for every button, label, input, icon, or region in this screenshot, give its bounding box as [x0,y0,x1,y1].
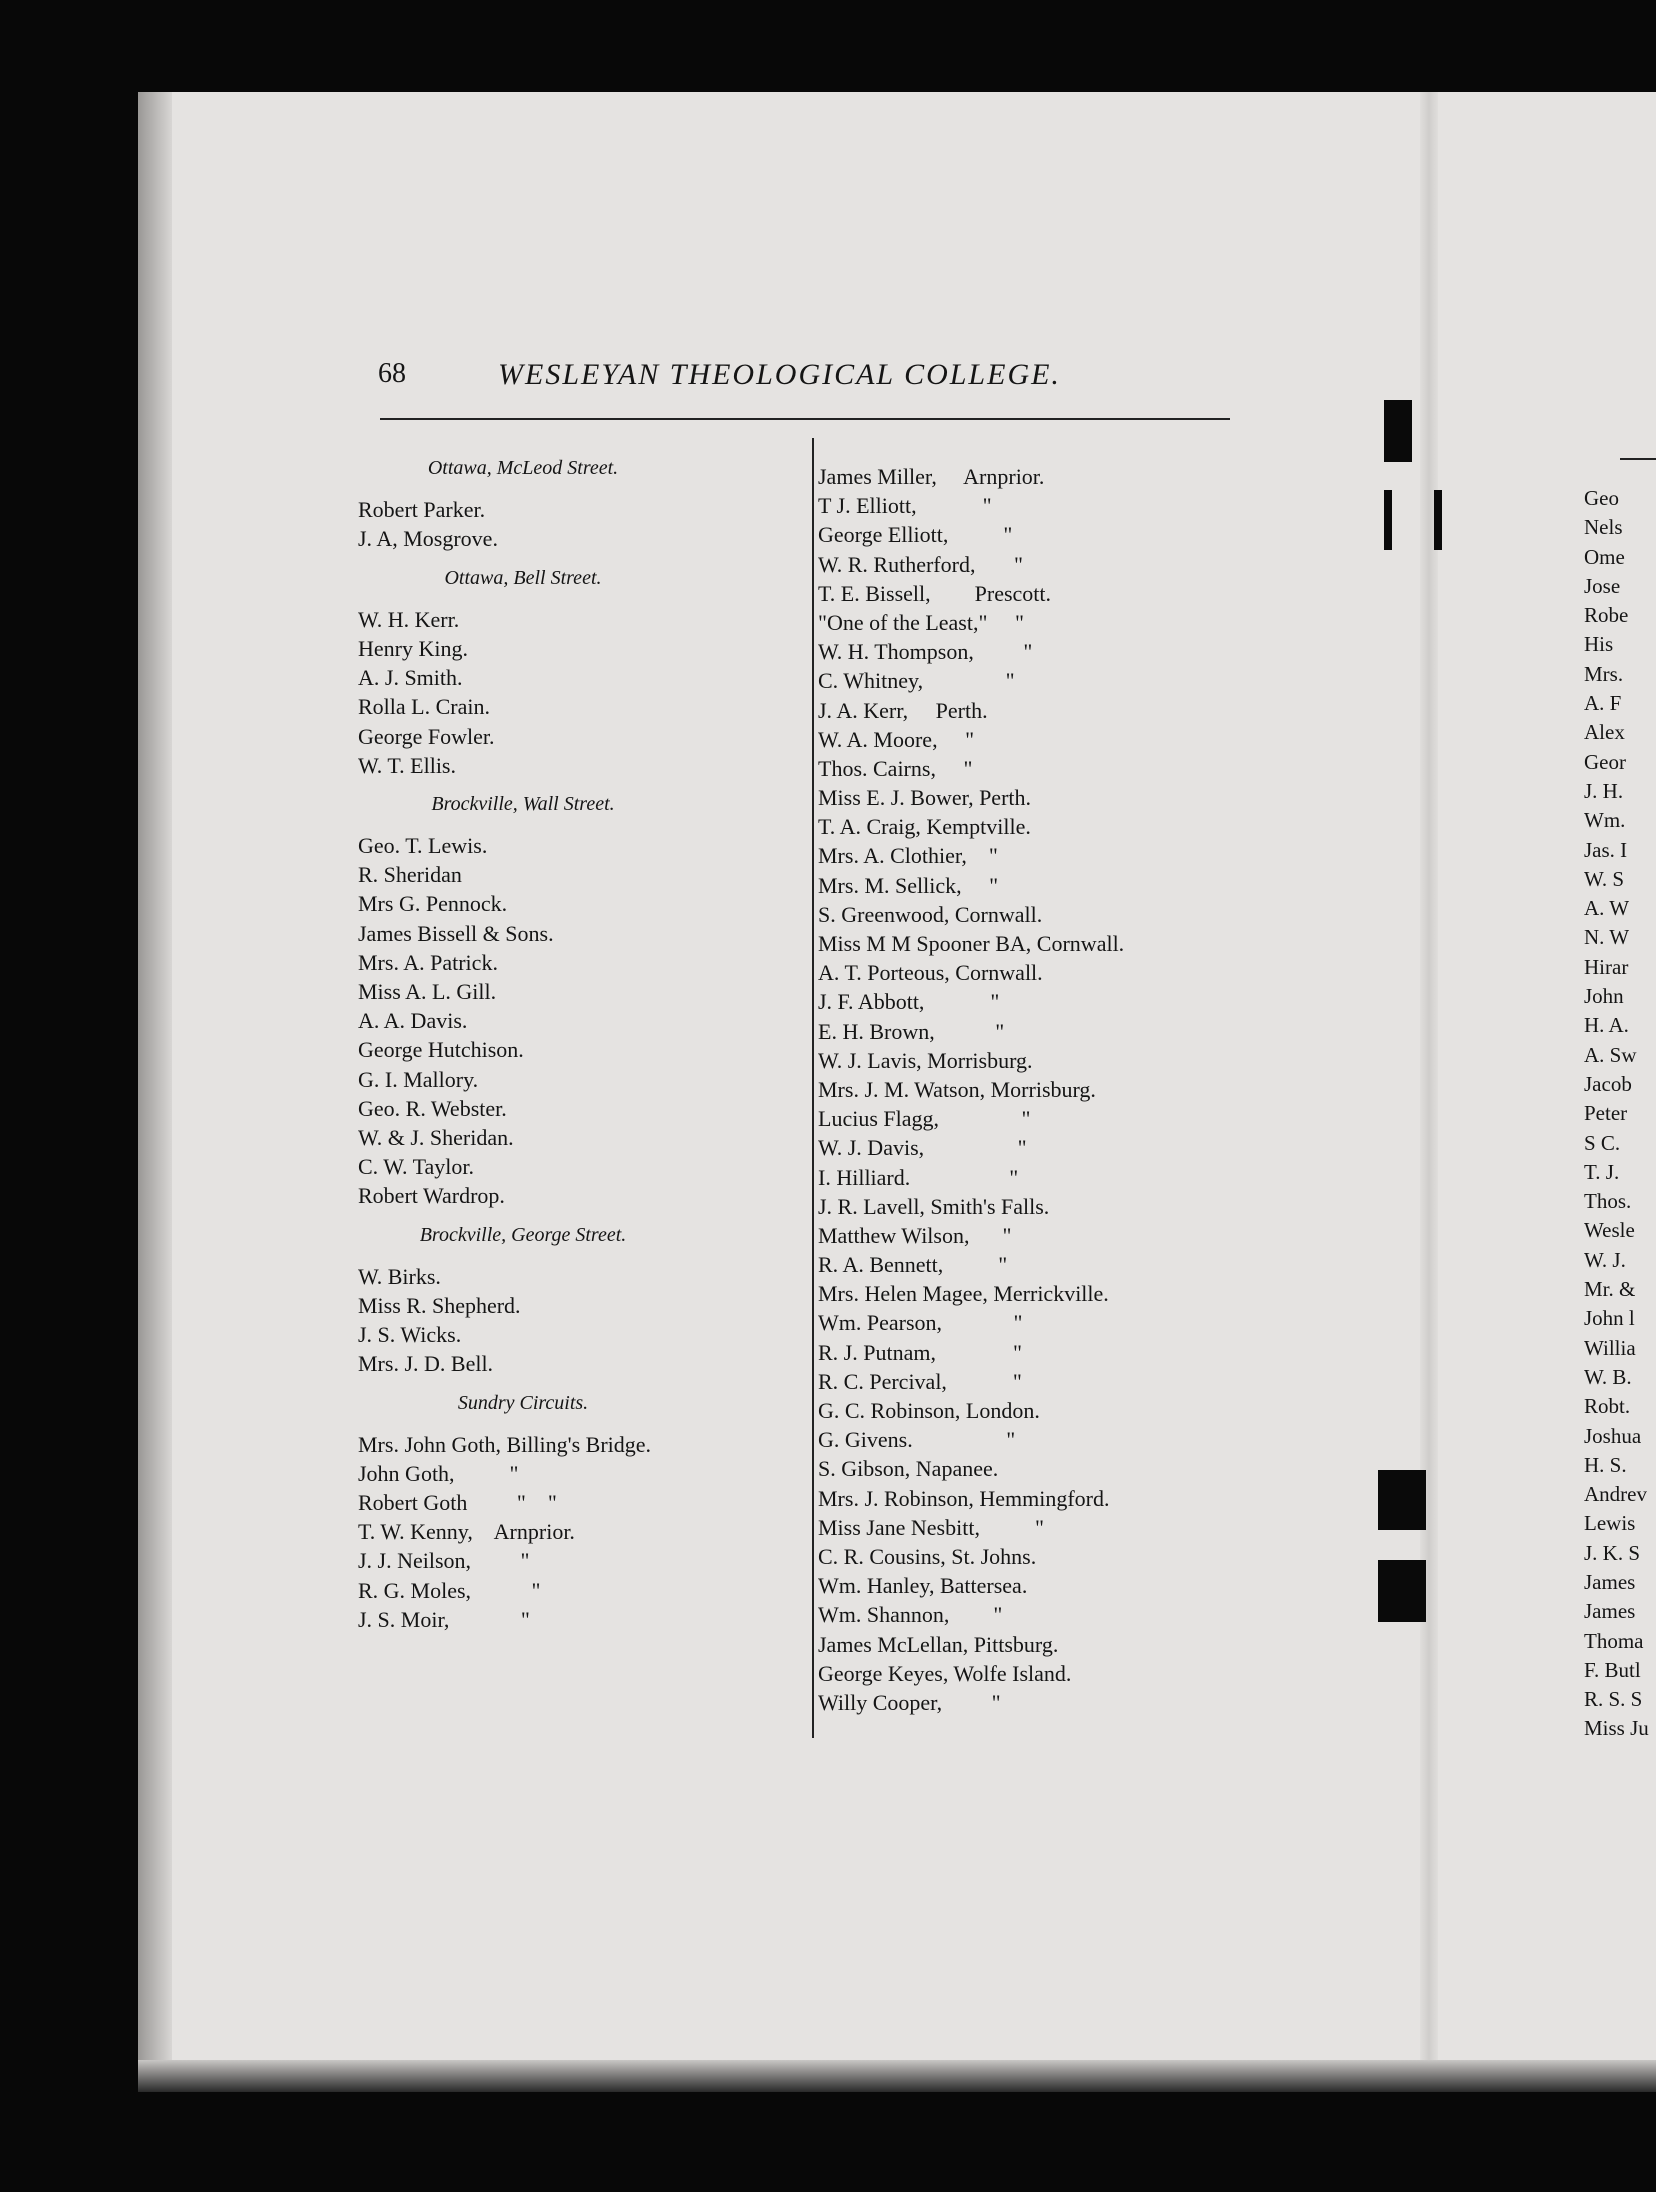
subscriber-entry: Robert Parker. [358,497,486,523]
subscriber-entry-fragment: Willia [1584,1335,1636,1360]
subscriber-entry: R. Sheridan [358,862,462,888]
subscriber-entry: I. Hilliard. " [818,1164,1019,1190]
subscriber-entry: Wm. Pearson, " [818,1310,1023,1336]
subscriber-entry-fragment: Jas. I [1584,837,1628,862]
subscriber-entry-fragment: James [1584,1599,1636,1624]
subscriber-entry: John Goth, " [358,1460,519,1486]
subscriber-entry: Geo. R. Webster. [358,1095,507,1121]
subscriber-entry: Henry King. [358,635,468,661]
subscriber-entry: Lucius Flagg, " [818,1106,1031,1132]
subscriber-entry: Willy Cooper, " [818,1689,1001,1715]
subscriber-entry: T. W. Kenny, Arnprior. [358,1519,575,1545]
subscriber-entry: J. R. Lavell, Smith's Falls. [818,1193,1050,1219]
subscriber-entry-fragment: James [1584,1569,1636,1594]
binding-hole [1384,490,1392,550]
binding-hole [1378,1470,1426,1530]
subscriber-entry: J. A, Mosgrove. [358,526,498,552]
subscriber-entry: W. & J. Sheridan. [358,1124,514,1150]
subscriber-entry: W. H. Kerr. [358,606,460,632]
subscriber-entry-fragment: Thos. [1584,1189,1632,1214]
subscriber-entry: "One of the Least," " [818,609,1024,635]
subscriber-entry: J. S. Wicks. [358,1322,462,1348]
binding-hole [1384,400,1412,462]
subscriber-entry: James Bissell & Sons. [358,920,554,946]
subscriber-entry: W. J. Davis, " [818,1135,1027,1161]
subscriber-entry: Mrs. M. Sellick, " [818,872,999,898]
subscriber-entry-fragment: A. F [1584,691,1622,716]
subscriber-entry: W. H. Thompson, " [818,639,1033,665]
subscriber-entry: Mrs. J. D. Bell. [358,1351,494,1377]
subscriber-entry-fragment: Miss Ju [1584,1716,1649,1741]
subscriber-entry: J. A. Kerr, Perth. [818,697,988,723]
subscriber-entry-fragment: Joshua [1584,1423,1642,1448]
subscriber-entry-fragment: S C. [1584,1130,1621,1155]
middle-column [818,462,1124,1717]
subscriber-entry: T. A. Craig, Kemptville. [818,814,1031,840]
subscriber-entry-fragment: T. J. [1584,1159,1620,1184]
running-title: WESLEYAN THEOLOGICAL COLLEGE. [498,358,1061,391]
subscriber-entry: Miss E. J. Bower, Perth. [818,785,1032,811]
subscriber-entry: J. S. Moir, " [358,1606,530,1632]
subscriber-entry-fragment: Ome [1584,544,1625,569]
subscriber-entry: C. R. Cousins, St. Johns. [818,1543,1037,1569]
section-heading: Brockville, George Street. [419,1223,627,1246]
subscriber-entry: T J. Elliott, " [818,493,992,519]
subscriber-entry: George Elliott, " [818,522,1013,548]
binding-hole [1434,490,1442,550]
page-number: 68 [378,358,406,389]
binding-hole [1378,1560,1426,1622]
subscriber-entry: Matthew Wilson, " [818,1222,1012,1248]
section-heading: Ottawa, McLeod Street. [427,457,619,479]
page-bottom-edge [138,2060,1656,2092]
header-rule [380,418,1230,420]
subscriber-entry: A. A. Davis. [358,1008,468,1034]
subscriber-entry-fragment: Hirar [1584,954,1629,979]
subscriber-entry: Miss A. L. Gill. [358,979,497,1005]
subscriber-entry-fragment: R. S. S [1584,1687,1643,1712]
page-gutter [1420,92,1438,2092]
subscriber-entry-fragment: Geor [1584,749,1626,774]
subscriber-entry: George Hutchison. [358,1037,524,1063]
subscriber-entry-fragment: N. W [1584,925,1630,950]
subscriber-entry-fragment: Wm. [1584,808,1626,833]
subscriber-entry: S. Greenwood, Cornwall. [818,901,1043,927]
subscriber-entry: G. Givens. " [818,1427,1016,1453]
section-heading: Sundry Circuits. [457,1391,589,1414]
subscriber-entry: W. J. Lavis, Morrisburg. [818,1047,1033,1073]
subscriber-entry: Robert Wardrop. [358,1183,505,1209]
subscriber-entry: R. C. Percival, " [818,1368,1022,1394]
subscriber-entry-fragment: W. B. [1584,1364,1632,1389]
subscriber-entry: J. J. Neilson, " [358,1548,530,1574]
subscriber-entry-fragment: Andrev [1584,1482,1647,1507]
subscriber-entry: Mrs. Helen Magee, Merrickville. [818,1281,1109,1307]
subscriber-entry: R. A. Bennett, " [818,1252,1008,1278]
subscriber-entry: James McLellan, Pittsburg. [818,1631,1059,1657]
subscriber-entry: Wm. Hanley, Battersea. [818,1573,1028,1599]
section-heading: Brockville, Wall Street. [431,792,615,815]
next-page-rule [1620,458,1656,460]
subscriber-entry: S. Gibson, Napanee. [818,1456,999,1482]
subscriber-entry-fragment: Robe [1584,603,1629,628]
subscriber-entry: E. H. Brown, " [818,1018,1005,1044]
subscriber-entry-fragment: Robt. [1584,1394,1631,1419]
subscriber-entry: C. W. Taylor. [358,1154,475,1180]
subscriber-entry: Mrs G. Pennock. [358,891,508,917]
section-heading: Ottawa, Bell Street. [444,566,602,589]
subscriber-entry-fragment: John [1584,984,1624,1009]
subscriber-entry-fragment: Jose [1584,573,1621,598]
subscriber-entry: G. I. Mallory. [358,1066,479,1092]
subscriber-entry-fragment: Mr. & [1584,1277,1636,1302]
subscriber-entry: Mrs. John Goth, Billing's Bridge. [358,1431,652,1457]
subscriber-entry-fragment: Mrs. [1584,661,1624,686]
subscriber-entry: W. Birks. [358,1263,441,1289]
subscriber-entry: R. J. Putnam, " [818,1339,1022,1365]
subscriber-entry-fragment: J. H. [1584,778,1624,803]
subscriber-entry: George Fowler. [358,723,495,749]
subscriber-entry-fragment: Wesle [1584,1218,1635,1243]
page-binding-shadow [138,92,172,2092]
subscriber-entry: Miss Jane Nesbitt, " [818,1514,1044,1540]
column-divider [812,438,814,1738]
subscriber-entry-fragment: Lewis [1584,1511,1636,1536]
subscriber-entry: A. J. Smith. [358,665,463,691]
subscriber-entry: G. C. Robinson, London. [818,1398,1040,1423]
subscriber-entry-fragment: H. A. [1584,1013,1629,1038]
subscriber-entry-fragment: Jacob [1584,1071,1632,1096]
subscriber-entry: Wm. Shannon, " [818,1602,1003,1628]
subscriber-entry-fragment: J. K. S [1584,1540,1641,1565]
subscriber-entry-fragment: Thoma [1584,1628,1644,1653]
subscriber-entry: Mrs. A. Clothier, " [818,843,998,869]
subscriber-entry: James Miller, Arnprior. [818,464,1045,489]
subscriber-entry-fragment: W. S [1584,866,1625,891]
subscriber-entry: Robert Goth " " [358,1490,557,1516]
subscriber-entry: Rolla L. Crain. [358,694,490,720]
subscriber-entry: W. A. Moore, " [818,726,975,752]
subscriber-entry: George Keyes, Wolfe Island. [818,1660,1072,1686]
next-page-column-fragment [1584,484,1649,1744]
subscriber-entry: Miss R. Shepherd. [358,1292,521,1318]
subscriber-entry-fragment: A. Sw [1584,1042,1637,1067]
subscriber-entry-fragment: John l [1584,1306,1635,1331]
left-column [358,450,688,1634]
subscriber-entry: Thos. Cairns, " [818,755,973,781]
subscriber-entry-fragment: F. Butl [1584,1657,1641,1682]
subscriber-entry-fragment: W. J. [1584,1247,1626,1272]
subscriber-entry: Miss M M Spooner BA, Cornwall. [818,931,1125,956]
subscriber-entry: Mrs. J. Robinson, Hemmingford. [818,1485,1110,1511]
subscriber-entry: C. Whitney, " [818,668,1015,694]
subscriber-entry: A. T. Porteous, Cornwall. [818,960,1043,986]
subscriber-entry: J. F. Abbott, " [818,989,1000,1015]
subscriber-entry-fragment: Peter [1584,1101,1628,1126]
subscriber-entry-fragment: A. W [1584,896,1630,921]
subscriber-entry-fragment: Alex [1584,720,1625,745]
subscriber-entry: W. T. Ellis. [358,752,456,778]
subscriber-entry: Mrs. J. M. Watson, Morrisburg. [818,1076,1096,1102]
subscriber-entry: R. G. Moles, " [358,1577,541,1603]
subscriber-entry-fragment: H. S. [1584,1452,1627,1477]
subscriber-entry: Mrs. A. Patrick. [358,949,498,975]
subscriber-entry: Geo. T. Lewis. [358,833,488,859]
subscriber-entry-fragment: His [1584,632,1614,657]
subscriber-entry-fragment: Nels [1584,515,1623,540]
subscriber-entry: T. E. Bissell, Prescott. [818,580,1052,606]
subscriber-entry-fragment: Geo [1584,486,1619,510]
subscriber-entry: W. R. Rutherford, " [818,551,1023,577]
